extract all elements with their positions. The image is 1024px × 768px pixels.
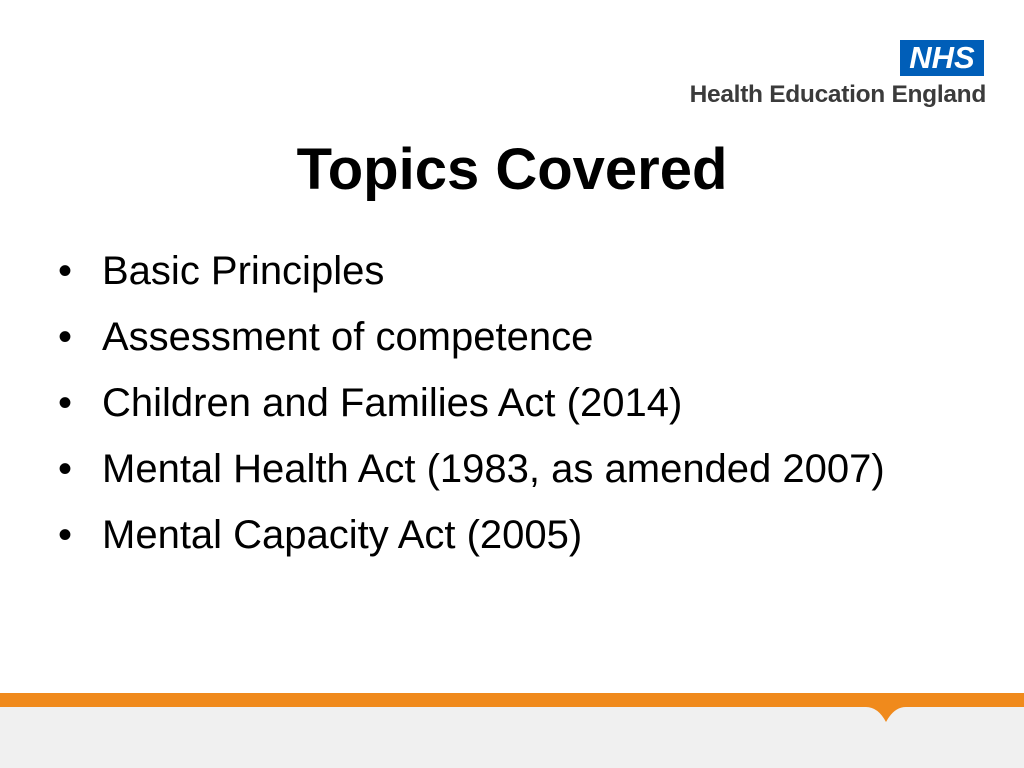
footer-notch-shape xyxy=(866,704,906,724)
list-item-text: Basic Principles xyxy=(102,249,385,293)
nhs-logo-box: NHS xyxy=(900,40,984,76)
list-item-text: Children and Families Act (2014) xyxy=(102,381,683,425)
slide-title: Topics Covered xyxy=(296,137,728,202)
bullet-icon: • xyxy=(58,447,73,491)
topic-list xyxy=(58,244,898,574)
bullet-icon: • xyxy=(58,249,73,293)
list-item xyxy=(58,442,898,497)
list-item-text: Assessment of competence xyxy=(102,315,594,359)
list-item-text: Mental Health Act (1983, as amended 2007) xyxy=(102,447,885,491)
bullet-icon: • xyxy=(58,513,73,557)
list-item xyxy=(58,244,898,299)
list-item xyxy=(58,376,898,431)
list-item xyxy=(58,310,898,365)
nhs-hee-logo xyxy=(636,40,986,112)
bullet-icon: • xyxy=(58,381,73,425)
bullet-icon: • xyxy=(58,315,73,359)
list-item xyxy=(58,508,898,563)
organisation-name: Health Education England xyxy=(689,81,986,108)
list-item-text: Mental Capacity Act (2005) xyxy=(102,513,583,557)
